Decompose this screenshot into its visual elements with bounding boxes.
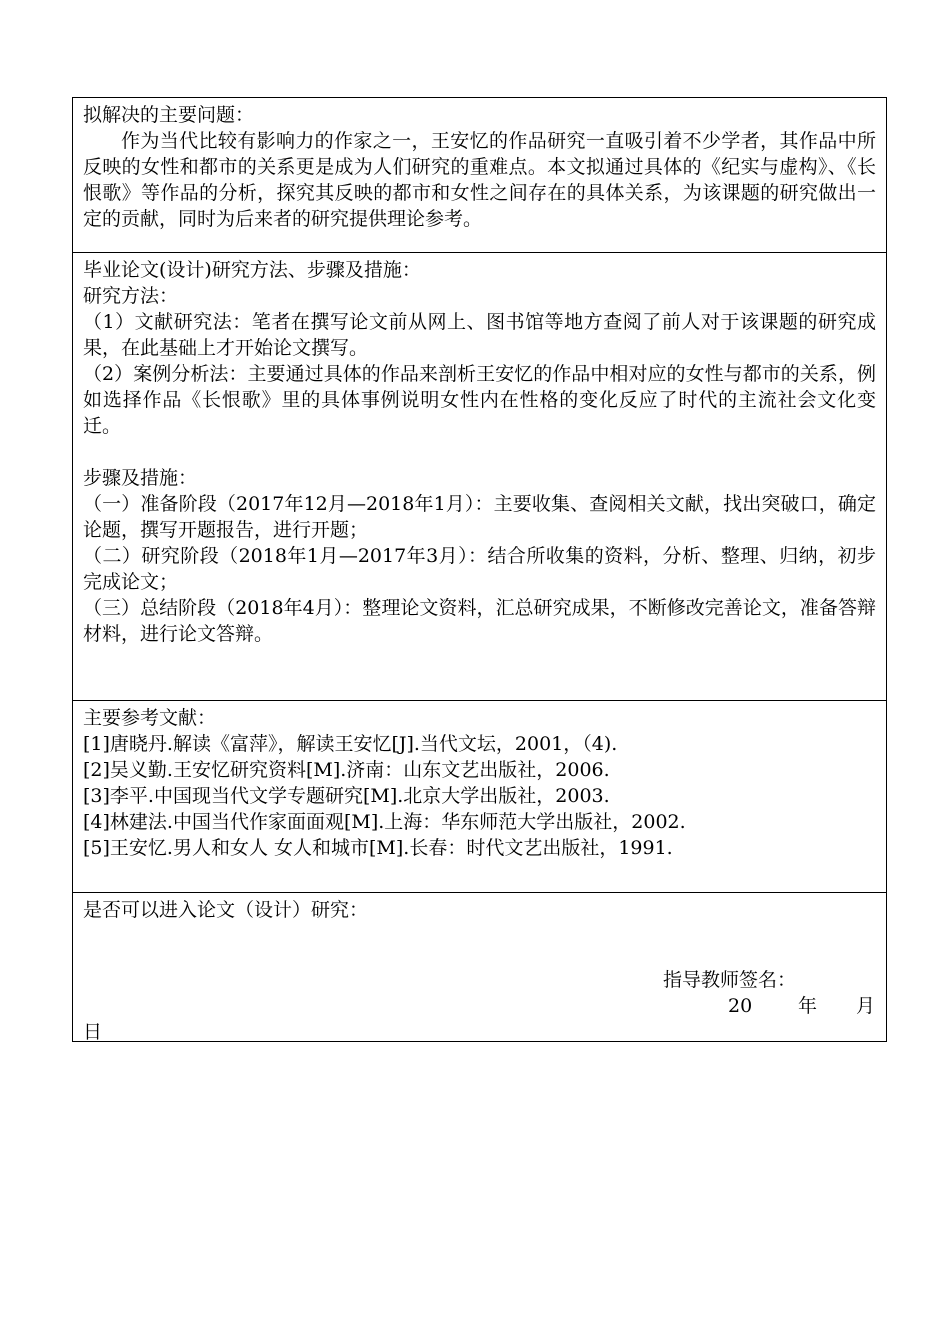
reference-item: [1]唐晓丹.解读《富萍》，解读王安忆[J].当代文坛，2001，（4). <box>83 733 618 755</box>
reference-item: [4]林建法.中国当代作家面面观[M].上海：华东师范大学出版社，2002. <box>83 811 686 833</box>
date-year-unit: 年 <box>798 995 818 1017</box>
step-item: （一）准备阶段（2017年12月—2018年1月）：主要收集、查阅相关文献，找出突破口，确定论题，撰写开题报告，进行开题； <box>83 493 876 541</box>
reference-item: [5]王安忆.男人和女人 女人和城市[M].长春：时代文艺出版社，1991. <box>83 837 673 859</box>
reference-item: [3]李平.中国现当代文学专题研究[M].北京大学出版社，2003. <box>83 785 610 807</box>
references-heading: 主要参考文献： <box>83 707 217 729</box>
blank-line <box>83 439 876 465</box>
problems-heading: 拟解决的主要问题： <box>83 104 255 126</box>
approval-section <box>73 892 886 1041</box>
method-item: （2）案例分析法：主要通过具体的作品来剖析王安忆的作品中相对应的女性与都市的关系，例如选择作品《长恨歌》里的具体事例说明女性内在性格的变化反应了时代的主流社会文化变迁。 <box>83 363 876 437</box>
methods-section <box>73 252 886 700</box>
step-item: （二）研究阶段（2018年1月—2017年3月）：结合所收集的资料，分析、整理、归纳，初步完成论文； <box>83 545 876 593</box>
references-section <box>73 700 886 892</box>
date-month-unit: 月 <box>856 995 876 1017</box>
research-method-heading: 研究方法： <box>83 285 179 307</box>
methods-heading: 毕业论文(设计)研究方法、步骤及措施： <box>83 259 421 281</box>
step-item: （三）总结阶段（2018年4月）：整理论文资料，汇总研究成果，不断修改完善论文，准备答辩材料，进行论文答辩。 <box>83 597 876 645</box>
proposal-form-table <box>72 97 887 1042</box>
date-day-unit: 日 <box>83 1021 103 1043</box>
steps-heading: 步骤及措施： <box>83 467 198 489</box>
approval-question: 是否可以进入论文（设计）研究： <box>83 899 369 921</box>
signature-date <box>728 993 875 1019</box>
advisor-signature-label: 指导教师签名： <box>663 969 797 991</box>
problems-body: 作为当代比较有影响力的作家之一，王安忆的作品研究一直吸引着不少学者，其作品中所反映的女性和都市的关系更是成为人们研究的重难点。本文拟通过具体的《纪实与虚构》、《长恨歌》等作品的分析，探究其反映的都市和女性之间存在的具体关系，为该课题的研究做出一定的贡献，同时为后来者的研究提供理论参考。 <box>83 130 876 230</box>
problems-section <box>73 98 886 252</box>
date-year-prefix: 20 <box>728 995 753 1017</box>
reference-item: [2]吴义勤.王安忆研究资料[M].济南：山东文艺出版社，2006. <box>83 759 610 781</box>
method-item: （1）文献研究法：笔者在撰写论文前从网上、图书馆等地方查阅了前人对于该课题的研究成果，在此基础上才开始论文撰写。 <box>83 311 876 359</box>
